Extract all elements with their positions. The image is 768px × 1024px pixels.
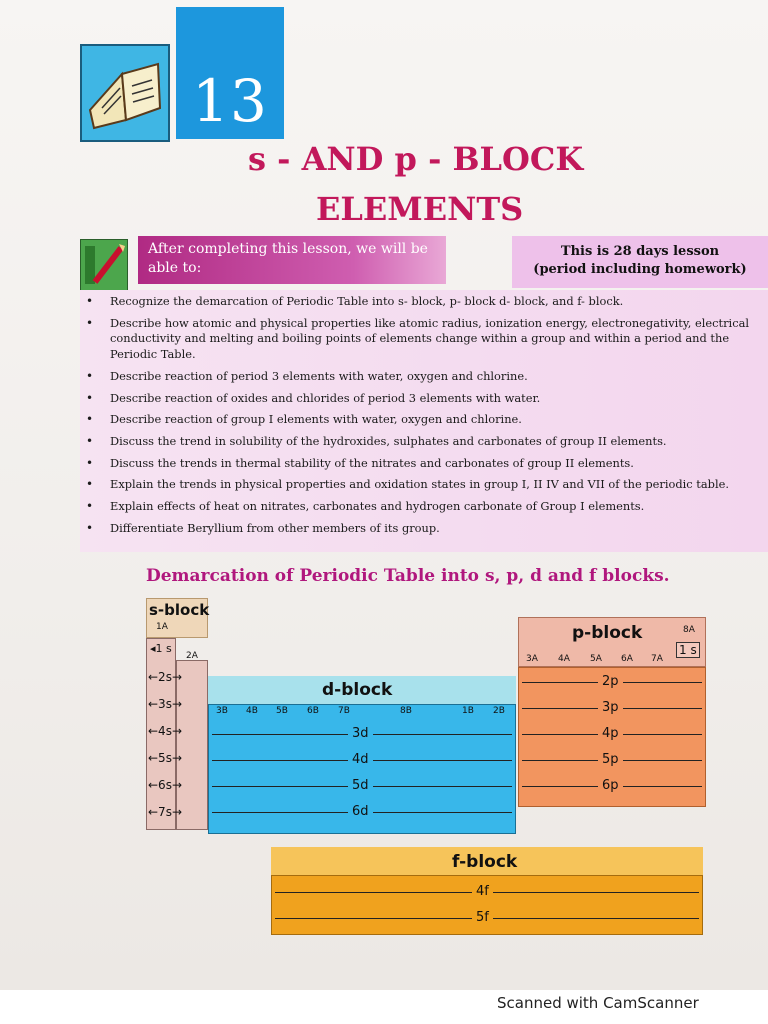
p-row-label: 6p <box>598 778 623 793</box>
objectives-list <box>84 294 768 542</box>
s-row-label: ←4s→ <box>148 724 182 738</box>
p-row-label: 3p <box>598 700 623 715</box>
lesson-duration-line1: This is 28 days lesson <box>560 244 720 259</box>
objectives-banner-text: After completing this lesson, we will be able to: <box>148 241 428 276</box>
d-group-label: 4B <box>246 706 258 716</box>
s-row-label: ←6s→ <box>148 778 182 792</box>
f-block-label: f-block <box>452 852 518 872</box>
list-item: • Describe how atomic and physical properties like atomic radius, ionization energy, electronegativity, electrical conductivity and melting and boiling points of elements change within a group and within a period and the Periodic Table. <box>86 315 750 362</box>
lesson-duration-box <box>512 236 768 288</box>
d-block-label: d-block <box>322 680 393 700</box>
s-block-label: s-block <box>149 601 210 619</box>
p-group-label: 4A <box>558 654 570 664</box>
p-group-label: 7A <box>651 654 663 664</box>
f-row-label: 5f <box>472 910 493 925</box>
f-row-label: 4f <box>472 884 493 899</box>
p-group-label: 5A <box>590 654 602 664</box>
d-group-label: 3B <box>216 706 228 716</box>
pencil-icon <box>80 239 128 291</box>
list-item: • Discuss the trend in solubility of the hydroxides, sulphates and carbonates of group II elements. <box>86 434 667 449</box>
chapter-number: 13 <box>192 67 268 135</box>
d-group-label: 6B <box>307 706 319 716</box>
d-group-label: 2B <box>493 706 505 716</box>
s-row-label: ←3s→ <box>148 697 182 711</box>
s-row-label: ←5s→ <box>148 751 182 765</box>
list-item: • Explain the trends in physical properties and oxidation states in group I, II IV and VII of the periodic table. <box>86 477 729 492</box>
chapter-number-box <box>176 7 284 139</box>
d-group-label: 5B <box>276 706 288 716</box>
list-item: • Recognize the demarcation of Periodic Table into s- block, p- block d- block, and f- block. <box>86 294 624 308</box>
s-row-label: ←7s→ <box>148 805 182 819</box>
objectives-banner <box>138 236 446 284</box>
list-item: • Describe reaction of period 3 elements with water, oxygen and chlorine. <box>86 368 528 383</box>
section-heading: Demarcation of Periodic Table into s, p, d and f blocks. <box>146 566 670 586</box>
s-row-label: ←2s→ <box>148 670 182 684</box>
p-group-label: 3A <box>526 654 538 664</box>
chapter-title-line2: ELEMENTS <box>316 190 524 228</box>
lesson-duration-line2: (period including homework) <box>533 262 747 277</box>
list-item: • Explain effects of heat on nitrates, carbonates and hydrogen carbonate of Group I elements. <box>86 499 645 514</box>
book-icon <box>80 44 170 142</box>
s-first-row-label: ◂1 s <box>150 642 172 655</box>
p-row-label: 2p <box>598 674 623 689</box>
p-first-row-label: 1 s <box>676 642 700 658</box>
p-row-label: 5p <box>598 752 623 767</box>
list-item: • Discuss the trends in thermal stability of the nitrates and carbonates of group II elements. <box>86 455 634 470</box>
d-row-label: 5d <box>348 778 373 793</box>
s-group2-label: 2A <box>186 651 198 661</box>
d-group-label: 1B <box>462 706 474 716</box>
d-group-label: 8B <box>400 706 412 716</box>
d-group-label: 7B <box>338 706 350 716</box>
scanner-watermark: Scanned with CamScanner <box>497 994 699 1012</box>
d-row-label: 6d <box>348 804 373 819</box>
p-group-label: 6A <box>621 654 633 664</box>
list-item: • Describe reaction of oxides and chlorides of period 3 elements with water. <box>86 390 541 405</box>
list-item: • Differentiate Beryllium from other members of its group. <box>86 520 440 535</box>
d-row-label: 4d <box>348 752 373 767</box>
p-block-label: p-block <box>572 623 643 643</box>
p-row-label: 4p <box>598 726 623 741</box>
p-group8-label: 8A <box>683 625 695 635</box>
d-row-label: 3d <box>348 726 373 741</box>
s-group1-label: 1A <box>156 622 168 632</box>
list-item: • Describe reaction of group I elements with water, oxygen and chlorine. <box>86 412 522 427</box>
chapter-title-line1: s - AND p - BLOCK <box>248 140 584 178</box>
